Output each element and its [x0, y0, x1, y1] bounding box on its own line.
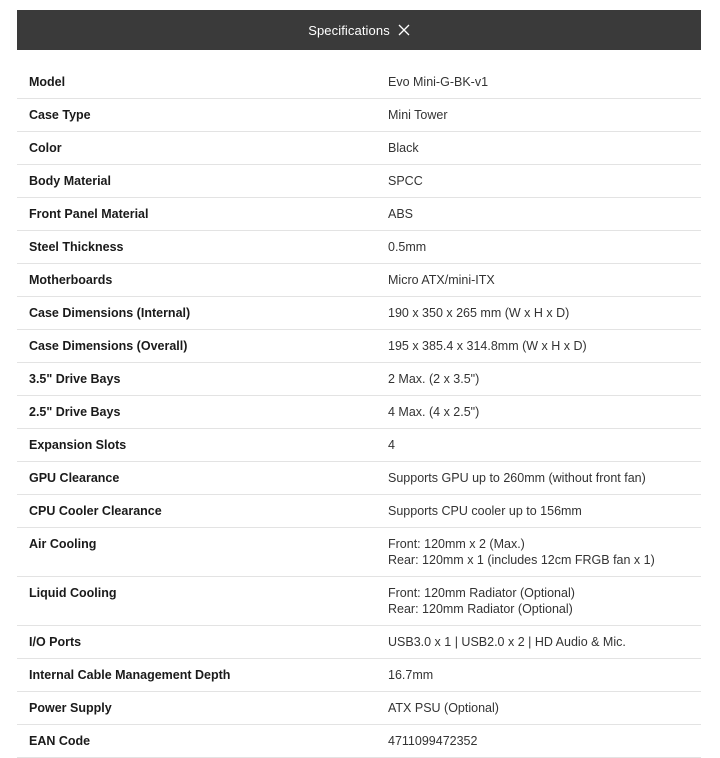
spec-value: [358, 396, 701, 429]
spec-row: [17, 132, 701, 165]
spec-label: 3.5" Drive Bays: [29, 372, 121, 386]
spec-label: 2.5" Drive Bays: [29, 405, 121, 419]
spec-label: Expansion Slots: [29, 438, 127, 452]
spec-value: [358, 99, 701, 132]
spec-value: [358, 692, 701, 725]
spec-label: Case Dimensions (Overall): [29, 339, 188, 353]
spec-label: GPU Clearance: [29, 471, 120, 485]
spec-value-line: Front: 120mm x 2 (Max.): [388, 537, 525, 551]
spec-value: [358, 330, 701, 363]
spec-value-line: Front: 120mm Radiator (Optional): [388, 586, 575, 600]
spec-label: Model: [29, 75, 66, 89]
spec-label: CPU Cooler Clearance: [29, 504, 162, 518]
spec-row: [17, 429, 701, 462]
close-icon[interactable]: [398, 24, 410, 36]
spec-label: I/O Ports: [29, 635, 82, 649]
spec-row: [17, 577, 701, 626]
spec-value-line: Micro ATX/mini-ITX: [388, 273, 495, 287]
spec-label: Case Dimensions (Internal): [29, 306, 191, 320]
spec-row: [17, 725, 701, 758]
spec-value: [358, 429, 701, 462]
spec-value-line: Supports GPU up to 260mm (without front fan): [388, 471, 646, 485]
spec-value: [358, 659, 701, 692]
spec-label: Case Type: [29, 108, 91, 122]
spec-value-line: 2 Max. (2 x 3.5"): [388, 372, 480, 386]
spec-row: [17, 99, 701, 132]
specifications-title: Specifications: [308, 22, 390, 38]
spec-row: [17, 528, 701, 577]
spec-row: [17, 396, 701, 429]
specifications-header[interactable]: [17, 10, 701, 50]
spec-value: [358, 626, 701, 659]
spec-label: Air Cooling: [29, 537, 97, 551]
spec-label: Front Panel Material: [29, 207, 149, 221]
spec-row: [17, 692, 701, 725]
spec-label: Motherboards: [29, 273, 113, 287]
spec-value: [358, 165, 701, 198]
spec-value-line: 4 Max. (4 x 2.5"): [388, 405, 480, 419]
spec-row: [17, 198, 701, 231]
spec-row: [17, 264, 701, 297]
spec-value-line: Mini Tower: [388, 108, 448, 122]
spec-value: [358, 198, 701, 231]
spec-value-line: Rear: 120mm Radiator (Optional): [388, 602, 573, 616]
spec-value-line: Rear: 120mm x 1 (includes 12cm FRGB fan x 1): [388, 553, 655, 567]
spec-row: [17, 66, 701, 99]
spec-value: [358, 66, 701, 99]
spec-value-line: ATX PSU (Optional): [388, 701, 499, 715]
spec-value: [358, 528, 701, 577]
spec-label: Power Supply: [29, 701, 112, 715]
specifications-table: [17, 66, 701, 758]
spec-row: [17, 330, 701, 363]
spec-value-line: 0.5mm: [388, 240, 427, 254]
spec-value-line: 190 x 350 x 265 mm (W x H x D): [388, 306, 570, 320]
spec-value-line: Supports CPU cooler up to 156mm: [388, 504, 582, 518]
spec-row: [17, 659, 701, 692]
spec-value-line: USB3.0 x 1 | USB2.0 x 2 | HD Audio & Mic.: [388, 635, 626, 649]
spec-row: [17, 495, 701, 528]
spec-value-line: SPCC: [388, 174, 423, 188]
spec-label: Body Material: [29, 174, 111, 188]
spec-value: [358, 462, 701, 495]
spec-value: [358, 297, 701, 330]
spec-value: [358, 264, 701, 297]
spec-label: EAN Code: [29, 734, 91, 748]
spec-value: [358, 725, 701, 758]
spec-value-line: 195 x 385.4 x 314.8mm (W x H x D): [388, 339, 587, 353]
spec-value: [358, 363, 701, 396]
spec-row: [17, 231, 701, 264]
spec-value-line: 4: [388, 438, 395, 452]
spec-value-line: ABS: [388, 207, 414, 221]
spec-row: [17, 297, 701, 330]
spec-row: [17, 165, 701, 198]
spec-row: [17, 626, 701, 659]
spec-value: [358, 132, 701, 165]
spec-value-line: 16.7mm: [388, 668, 434, 682]
spec-label: Steel Thickness: [29, 240, 124, 254]
spec-value-line: Evo Mini-G-BK-v1: [388, 75, 489, 89]
specifications-panel: [17, 10, 701, 758]
spec-value: [358, 577, 701, 626]
spec-label: Internal Cable Management Depth: [29, 668, 231, 682]
spec-row: [17, 363, 701, 396]
spec-value-line: Black: [388, 141, 419, 155]
spec-value: [358, 231, 701, 264]
spec-row: [17, 462, 701, 495]
spec-label: Color: [29, 141, 62, 155]
spec-value-line: 4711099472352: [388, 734, 478, 748]
spec-value: [358, 495, 701, 528]
spec-label: Liquid Cooling: [29, 586, 117, 600]
